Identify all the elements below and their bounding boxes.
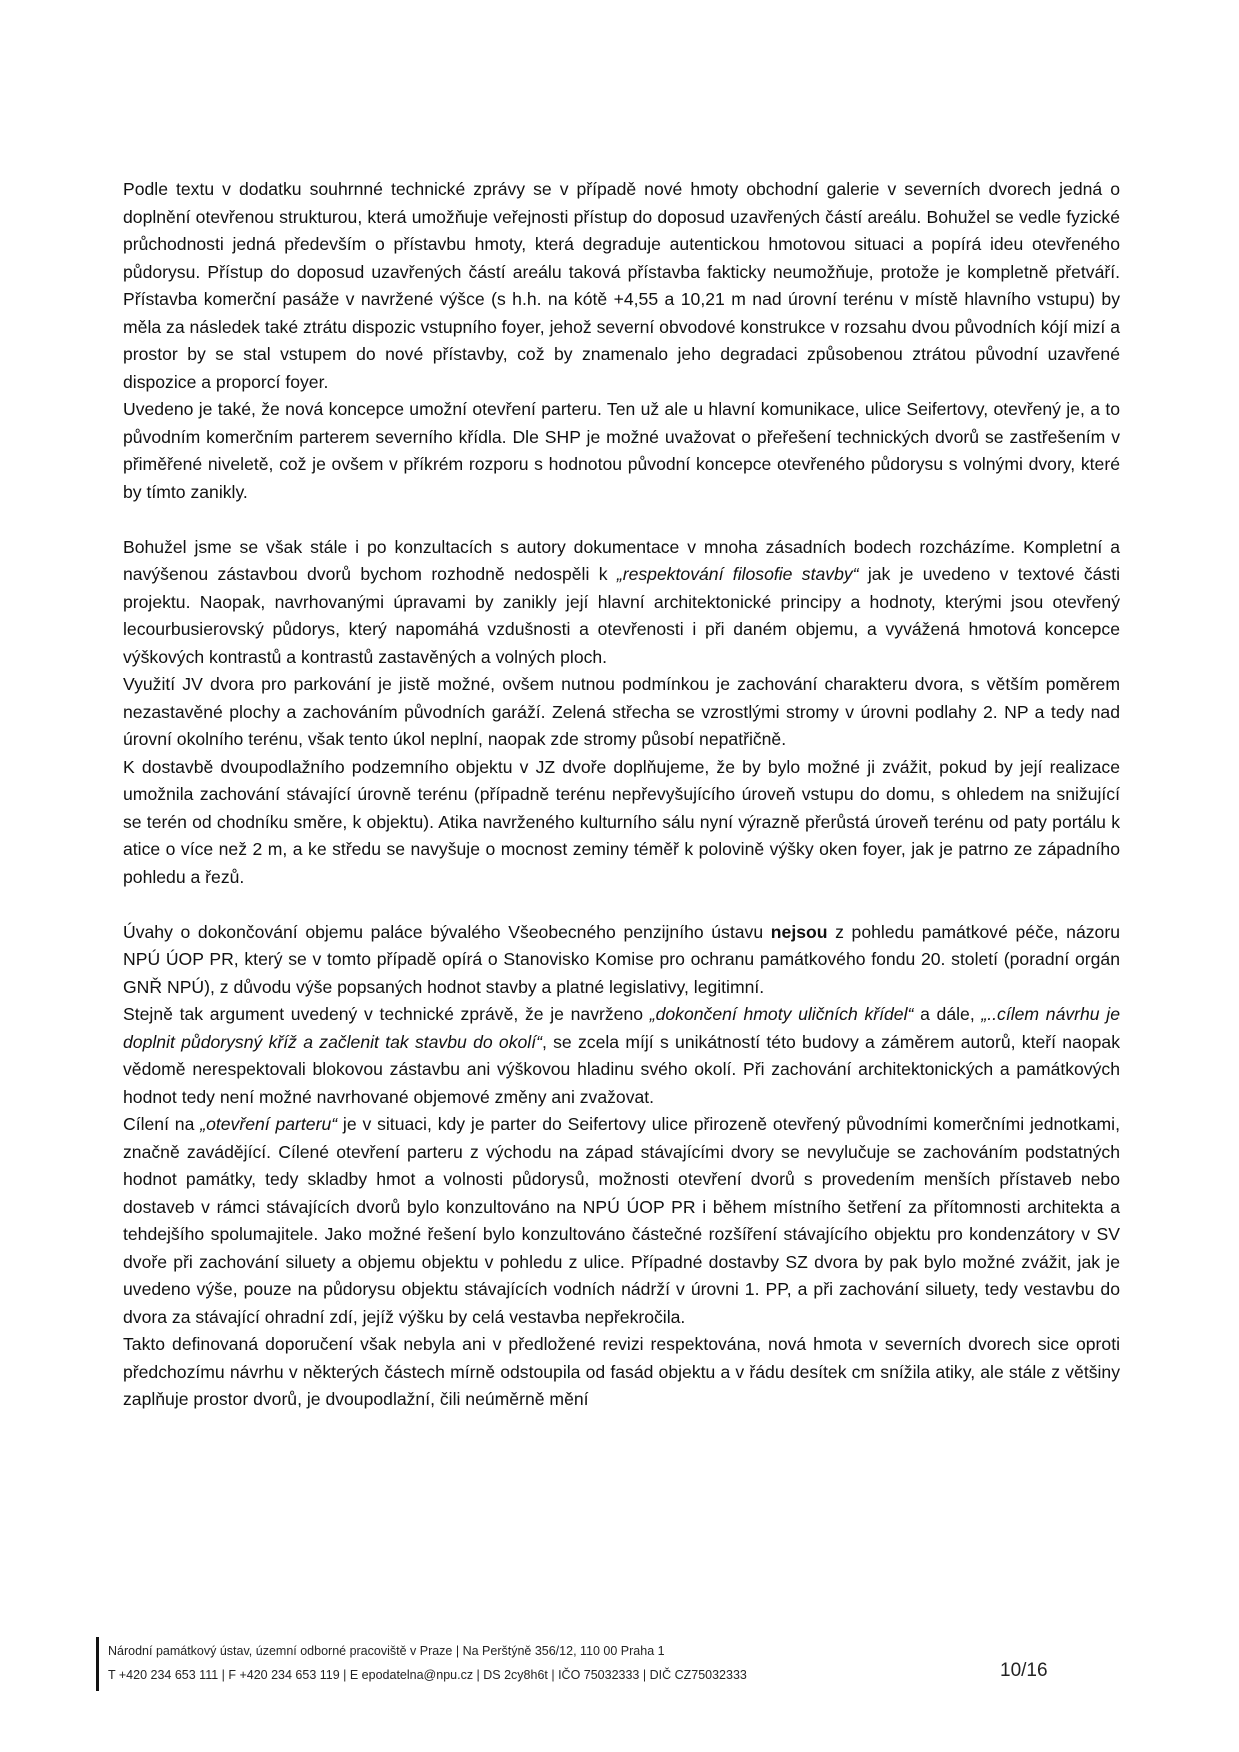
paragraph xyxy=(123,1111,1120,1331)
text-run: K dostavbě dvoupodlažního podzemního objektu v JZ dvoře doplňujeme, že by bylo možné ji zvážit, pokud by její realizace umožnila zachování stávající úrovně terénu (případně terénu nepřevyšujícího úroveň vstupu do domu, s ohledem na snižující se terén od chodníku směre, k objektu). Atika navrženého kulturního sálu nyní výrazně přerůstá úroveň terénu od paty portálu k atice o více než 2 m, a ke středu se navyšuje o mocnost zeminy téměř k polovině výšky oken foyer, jak je patrno ze západního pohledu a řezů. xyxy=(123,756,1120,887)
text-run: Využití JV dvora pro parkování je jistě možné, ovšem nutnou podmínkou je zachování charakteru dvora, s větším poměrem nezastavěné plochy a zachováním původních garáží. Zelená střecha se vzrostlými stromy v úrovni podlahy 2. NP a tedy nad úrovní okolního terénu, však tento úkol neplní, naopak zde stromy působí nepatřičně. xyxy=(123,674,1120,749)
text-run: je v situaci, kdy je parter do Seifertovy ulice přirozeně otevřený původními komerčními jednotkami, značně zavádějící. Cílené otevření parteru z východu na západ stávajícími dvory se nevylučuje se zachováním podstatných hodnot památky, tedy skladby hmot a volnosti půdorysů, možnosti otevření dvorů s provedením menších přístaveb nebo dostaveb v rámci stávajících dvorů bylo konzultováno na NPÚ ÚOP PR i během místního šetření za přítomnosti architekta a tehdejšího spolumajitele. Jako možné řešení bylo konzultováno částečné rozšíření stávajícího objektu pro kondenzátory v SV dvoře při zachování siluety a objemu objektu v pohledu z ulice. Případné dostavby SZ dvora by pak bylo možné zvážit, jak je uvedeno výše, pouze na půdorysu objektu stávajících vodních nádrží v úrovni 1. PP, a při zachování siluety, tedy vestavbu do dvora za stávající ohradní zdí, jejíž výšku by celá vestavba nepřekročila. xyxy=(123,1114,1120,1327)
text-run: Bohužel jsme se však stále i po konzultacích s autory dokumentace v mnoha zásadních bodech rozcházíme. Kompletní a navýšenou zástavbou dvorů bychom rozhodně nedospěli k xyxy=(123,536,1120,584)
text-run: Uvedeno je také, že nová koncepce umožní otevření parteru. Ten už ale u hlavní komunikace, ulice Seifertovy, otevřený je, a to původním komerčním parterem severního křídla. Dle SHP je možné uvažovat o přeřešení technických dvorů se zastřešením v přiměřené niveletě, což je ovšem v příkrém rozporu s hodnotou původní koncepce otevřeného půdorysu s volnými dvory, které by tímto zanikly. xyxy=(123,399,1120,502)
footer xyxy=(108,1639,1008,1687)
paragraph xyxy=(123,754,1120,892)
italic-text-run: „otevření parteru“ xyxy=(200,1114,338,1134)
italic-text-run: „respektování filosofie stavby“ xyxy=(616,564,859,584)
paragraph xyxy=(123,1001,1120,1111)
paragraph xyxy=(123,1331,1120,1414)
italic-text-run: „dokončení hmoty uličních křídel“ xyxy=(649,1004,914,1024)
text-run: Úvahy o dokončování objemu paláce bývalého Všeobecného penzijního ústavu xyxy=(123,921,771,942)
paragraph xyxy=(123,671,1120,754)
footer-divider xyxy=(96,1637,99,1691)
paragraph xyxy=(123,919,1120,1002)
text-run: Cílení na xyxy=(123,1114,201,1134)
bold-text-run: nejsou xyxy=(770,921,828,942)
text-run: Podle textu v dodatku souhrnné technické zprávy se v případě nové hmoty obchodní galerie v severních dvorech jedná o doplnění otevřenou strukturou, která umožňuje veřejnosti přístup do doposud uzavřených částí areálu. Bohužel se vedle fyzické průchodnosti jedná především o přístavbu hmoty, která degraduje autentickou hmotovou situaci a popírá ideu otevřeného půdorysu. Přístup do doposud uzavřených částí areálu taková přístavba fakticky neumožňuje, protože je kompletně přetváří. Přístavba komerční pasáže v navržené výšce (s h.h. na kótě +4,55 a 10,21 m nad úrovní terénu v místě hlavního vstupu) by měla za následek také ztrátu dispozic vstupního foyer, jehož severní obvodové konstrukce v rozsahu dvou původních kójí mizí a prostor by se stal vstupem do nové přístavby, což by znamenalo jeho degradaci způsobenou ztrátou původní uzavřené dispozice a proporcí foyer. xyxy=(123,179,1120,392)
italic-text-run: „..cílem návrhu je doplnit půdorysný kříž a začlenit tak stavbu do okolí“ xyxy=(123,1004,1120,1052)
text-run: jak je uvedeno v textové části projektu. Naopak, navrhovanými úpravami by zanikly její hlavní architektonické principy a hodnoty, kterými jsou otevřený lecourbusierovský půdorys, který napomáhá vzdušnosti a otevřenosti i při daném objemu, a vyvážená hmotová koncepce výškových kontrastů a kontrastů zastavěných a volných ploch. xyxy=(123,564,1120,667)
text-run: Takto definovaná doporučení však nebyla ani v předložené revizi respektována, nová hmota v severních dvorech sice oproti předchozímu návrhu v některých částech mírně odstoupila od fasád objektu a v řádu desítek cm snížila atiky, ale stále z většiny zaplňuje prostor dvorů, je dvoupodlažní, čili neúměrně mění xyxy=(123,1334,1120,1409)
document-body xyxy=(123,176,1120,1414)
text-run: , se zcela míjí s unikátností této budovy a záměrem autorů, kteří naopak vědomě nerespektovali blokovou zástavbu ani výškovou hladinu svého okolí. Při zachování architektonických a památkových hodnot tedy není možné navrhované objemové změny ani zvažovat. xyxy=(123,1031,1120,1107)
footer-contact-line: T +420 234 653 111 | F +420 234 653 119 | E epodatelna@npu.cz | DS 2cy8h6t | IČO 75032333 | DIČ CZ75032333 xyxy=(108,1668,747,1682)
paragraph xyxy=(123,176,1120,396)
text-run: z pohledu památkové péče, názoru NPÚ ÚOP PR, který se v tomto případě opírá o Stanovisko Komise pro ochranu památkového fondu 20. století (poradní orgán GNŘ NPÚ), z důvodu výše popsaných hodnot stavby a platné legislativy, legitimní. xyxy=(123,921,1120,997)
paragraph xyxy=(123,396,1120,506)
text-run: a dále, xyxy=(913,1004,982,1024)
text-run: Stejně tak argument uvedený v technické zprávě, že je navrženo xyxy=(123,1004,650,1024)
page-number: 10/16 xyxy=(1000,1660,1048,1681)
paragraph xyxy=(123,534,1120,672)
footer-address-line: Národní památkový ústav, územní odborné pracoviště v Praze | Na Perštýně 356/12, 110 00 Praha 1 xyxy=(108,1644,665,1658)
